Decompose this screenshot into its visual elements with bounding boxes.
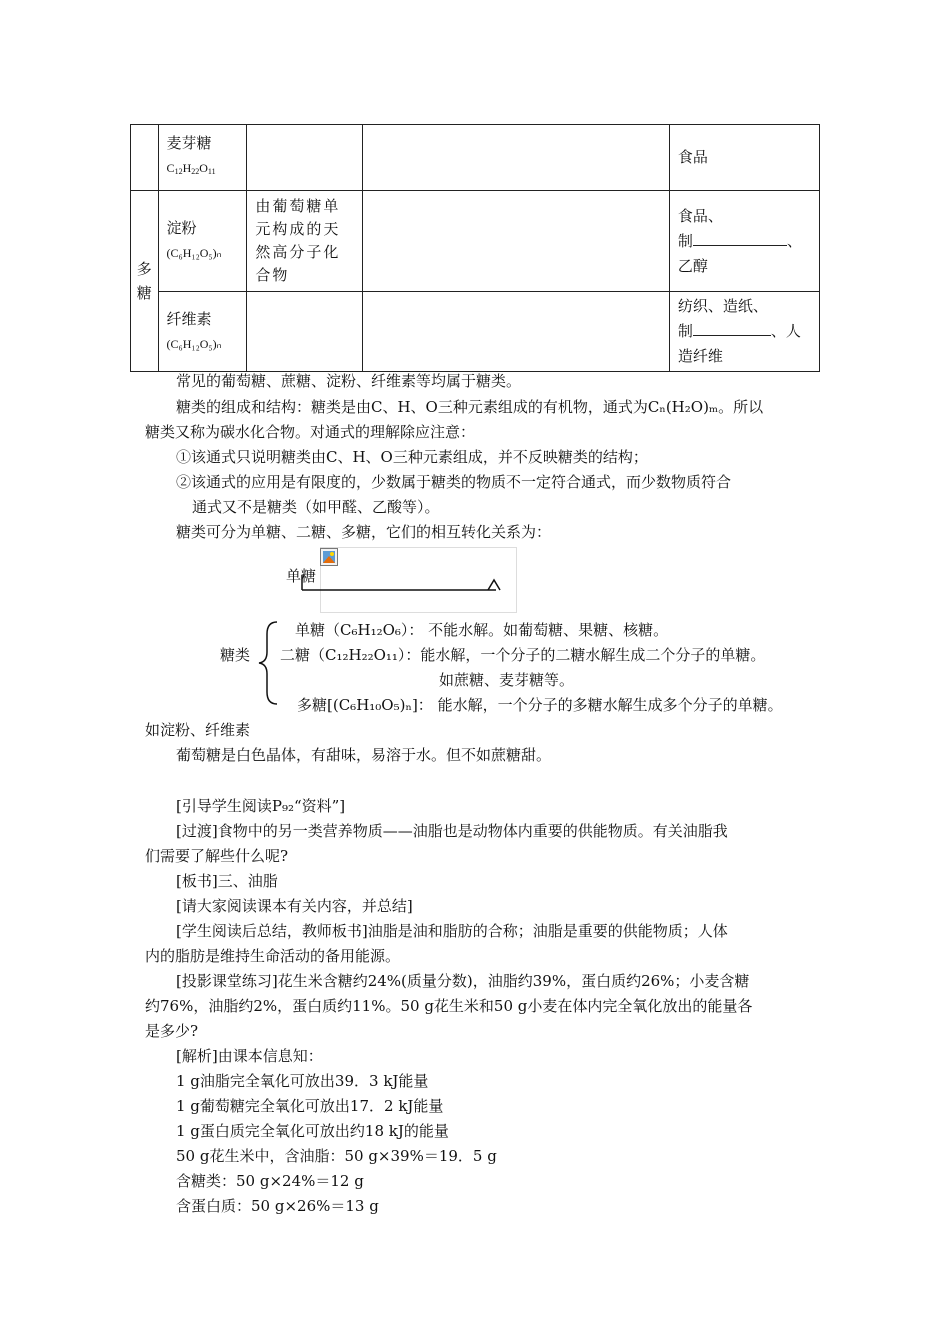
starch-formula: (C₆H₁₂O₅)ₙ — [166, 246, 222, 260]
table-cell — [247, 292, 362, 372]
starch-use: 食品、 制 、 乙醇 — [669, 191, 819, 292]
monosaccharide-line: 单糖（C₆H₁₂O₆）： 不能水解。如葡萄糖、果糖、核糖。 — [295, 621, 669, 639]
polysaccharide-line: 多糖[(C₆H₁₀O₅)ₙ]： 能水解，一个分子的多糖水解生成多个分子的单糖。 — [297, 696, 783, 714]
curly-brace — [255, 620, 279, 706]
starch-name: 淀粉 — [166, 219, 197, 237]
paragraph: [请大家阅读课本有关内容，并总结] — [176, 897, 413, 915]
sugar-table — [130, 124, 820, 372]
paragraph: [学生阅读后总结，教师板书]油脂是油和脂肪的合称；油脂是重要的供能物质；人体 — [176, 922, 728, 940]
polysaccharide-examples: 如淀粉、纤维素 — [145, 721, 251, 739]
calc-line: 1 g油脂完全氧化可放出39．3 kJ能量 — [176, 1072, 429, 1090]
calc-line: 50 g花生米中，含油脂：50 g×39%＝19．5 g — [176, 1147, 497, 1165]
table-row — [131, 191, 820, 292]
note-item: ②该通式的应用是有限度的，少数属于糖类的物质不一定符合通式，而少数物质符合 — [176, 473, 732, 491]
paragraph: [解析]由课本信息知： — [176, 1047, 323, 1065]
disaccharide-line: 二糖（C₁₂H₂₂O₁₁）：能水解，一个分子的二糖水解生成二个分子的单糖。 — [280, 646, 766, 664]
cellulose-name-cell — [158, 292, 247, 372]
polysaccharide-group-cell — [131, 191, 159, 372]
table-cell — [247, 125, 362, 191]
table-row — [131, 292, 820, 372]
maltose-name-cell — [158, 125, 247, 191]
calc-line: 含蛋白质：50 g×26%＝13 g — [176, 1197, 379, 1215]
paragraph: 内的脂肪是维持生命活动的备用能源。 — [145, 947, 401, 965]
paragraph: 约76%，油脂约2%，蛋白质约11%。50 g花生米和50 g小麦在体内完全氧化放出的能量各 — [145, 997, 753, 1015]
paragraph: [引导学生阅读P₉₂“资料”] — [176, 797, 346, 815]
paragraph: 葡萄糖是白色晶体，有甜味，易溶于水。但不如蔗糖甜。 — [176, 746, 552, 764]
maltose-formula: $C_{12}H_{22}O_{11}$ — [166, 161, 216, 176]
paragraph: 是多少? — [145, 1022, 199, 1040]
table-cell — [131, 125, 159, 191]
broken-image-icon — [320, 548, 338, 566]
classification-label: 糖类 — [220, 646, 251, 664]
table-cell — [362, 292, 669, 372]
note-item: 通式又不是糖类（如甲醛、乙酸等）。 — [192, 498, 440, 516]
polysaccharide-label: 多 糖 — [136, 259, 152, 302]
paragraph: [板书]三、油脂 — [176, 872, 278, 890]
paragraph: [过渡]食物中的另一类营养物质——油脂也是动物体内重要的供能物质。有关油脂我 — [176, 822, 728, 840]
calc-line: 1 g蛋白质完全氧化可放出约18 kJ的能量 — [176, 1122, 449, 1140]
table-cell — [362, 125, 669, 191]
conversion-arrow — [300, 575, 505, 595]
fill-blank — [693, 229, 787, 246]
starch-composition: 由葡萄糖单 元构成的天 然高分子化 合物 — [247, 191, 362, 292]
paragraph: [投影课堂练习]花生米含糖约24%(质量分数)，油脂约39%，蛋白质约26%；小麦含糖 — [176, 972, 750, 990]
maltose-use: 食品 — [669, 125, 819, 191]
table-row — [131, 125, 820, 191]
note-item: ①该通式只说明糖类由C、H、O三种元素组成，并不反映糖类的结构； — [176, 448, 648, 466]
table-cell — [362, 191, 669, 292]
paragraph: 糖类又称为碳水化合物。对通式的理解除应注意： — [145, 423, 476, 441]
disaccharide-examples: 如蔗糖、麦芽糖等。 — [439, 671, 575, 689]
fill-blank — [693, 319, 771, 336]
diagram-label: 单糖 — [286, 567, 317, 585]
starch-name-cell — [158, 191, 247, 292]
maltose-name: 麦芽糖 — [166, 134, 212, 152]
calc-line: 含糖类：50 g×24%＝12 g — [176, 1172, 364, 1190]
paragraph: 常见的葡萄糖、蔗糖、淀粉、纤维素等均属于糖类。 — [176, 372, 522, 390]
paragraph: 糖类可分为单糖、二糖、多糖，它们的相互转化关系为： — [176, 523, 552, 541]
cellulose-use: 纺织、造纸、 制 、人 造纤维 — [669, 292, 819, 372]
paragraph: 糖类的组成和结构：糖类是由C、H、O三种元素组成的有机物，通式为Cₙ(H₂O)ₘ。所以 — [176, 398, 764, 416]
paragraph: 们需要了解些什么呢? — [145, 847, 289, 865]
cellulose-name: 纤维素 — [166, 309, 212, 328]
calc-line: 1 g葡萄糖完全氧化可放出17．2 kJ能量 — [176, 1097, 444, 1115]
cellulose-formula: (C₆H₁₂O₅)ₙ — [166, 336, 222, 351]
